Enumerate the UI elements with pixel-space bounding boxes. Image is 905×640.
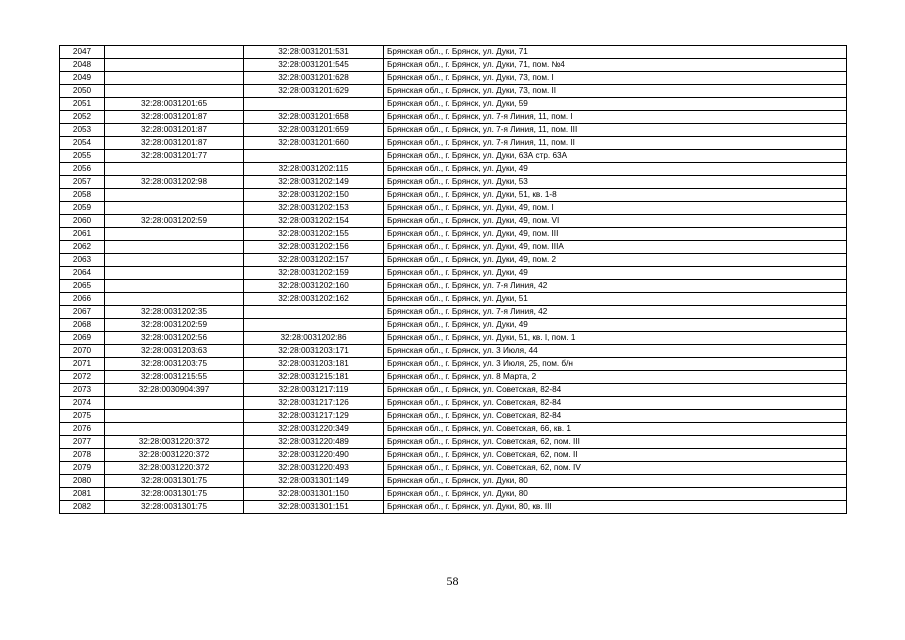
table-row	[60, 462, 847, 475]
address-cell: Брянская обл., г. Брянск, ул. Советская, 66, кв. 1	[384, 423, 847, 436]
table-row	[60, 293, 847, 306]
address-cell: Брянская обл., г. Брянск, ул. Советская, 62, пом. IV	[384, 462, 847, 475]
cadastral-object-cell: 32:28:0031220:493	[244, 462, 384, 475]
table-row	[60, 280, 847, 293]
table-row	[60, 397, 847, 410]
table-row	[60, 150, 847, 163]
cadastral-object-cell	[244, 98, 384, 111]
cadastral-object-cell: 32:28:0031203:181	[244, 358, 384, 371]
table-row	[60, 46, 847, 59]
cadastral-object-cell: 32:28:0031202:153	[244, 202, 384, 215]
row-number-cell: 2060	[60, 215, 105, 228]
row-number-cell: 2068	[60, 319, 105, 332]
row-number-cell: 2074	[60, 397, 105, 410]
table-row	[60, 501, 847, 514]
cadastral-parcel-cell: 32:28:0031220:372	[105, 462, 244, 475]
table-row	[60, 423, 847, 436]
address-cell: Брянская обл., г. Брянск, ул. Дуки, 49, пом. III	[384, 228, 847, 241]
address-cell: Брянская обл., г. Брянск, ул. Дуки, 49, пом. I	[384, 202, 847, 215]
cadastral-parcel-cell: 32:28:0031201:87	[105, 111, 244, 124]
address-cell: Брянская обл., г. Брянск, ул. 7-я Линия, 42	[384, 306, 847, 319]
cadastral-parcel-cell	[105, 202, 244, 215]
address-cell: Брянская обл., г. Брянск, ул. Дуки, 71, пом. №4	[384, 59, 847, 72]
cadastral-object-cell: 32:28:0031217:119	[244, 384, 384, 397]
address-cell: Брянская обл., г. Брянск, ул. Дуки, 80, кв. III	[384, 501, 847, 514]
cadastral-object-cell: 32:28:0031202:155	[244, 228, 384, 241]
address-cell: Брянская обл., г. Брянск, ул. Дуки, 53	[384, 176, 847, 189]
row-number-cell: 2061	[60, 228, 105, 241]
row-number-cell: 2058	[60, 189, 105, 202]
cadastral-parcel-cell	[105, 72, 244, 85]
cadastral-object-cell: 32:28:0031301:149	[244, 475, 384, 488]
row-number-cell: 2051	[60, 98, 105, 111]
table-row	[60, 319, 847, 332]
table-row	[60, 384, 847, 397]
cadastral-parcel-cell: 32:28:0031301:75	[105, 475, 244, 488]
cadastral-parcel-cell: 32:28:0031203:63	[105, 345, 244, 358]
cadastral-object-cell: 32:28:0031201:658	[244, 111, 384, 124]
row-number-cell: 2078	[60, 449, 105, 462]
row-number-cell: 2055	[60, 150, 105, 163]
cadastral-object-cell: 32:28:0031301:150	[244, 488, 384, 501]
address-cell: Брянская обл., г. Брянск, ул. Дуки, 73, пом. I	[384, 72, 847, 85]
row-number-cell: 2056	[60, 163, 105, 176]
address-cell: Брянская обл., г. Брянск, ул. Дуки, 51, кв. 1-8	[384, 189, 847, 202]
address-cell: Брянская обл., г. Брянск, ул. Дуки, 49, пом. VI	[384, 215, 847, 228]
cadastral-parcel-cell: 32:28:0031202:56	[105, 332, 244, 345]
cadastral-object-cell: 32:28:0031202:156	[244, 241, 384, 254]
table-row	[60, 345, 847, 358]
address-cell: Брянская обл., г. Брянск, ул. Дуки, 80	[384, 475, 847, 488]
cadastral-parcel-cell	[105, 85, 244, 98]
row-number-cell: 2063	[60, 254, 105, 267]
address-cell: Брянская обл., г. Брянск, ул. Дуки, 80	[384, 488, 847, 501]
address-cell: Брянская обл., г. Брянск, ул. 3 Июля, 44	[384, 345, 847, 358]
cadastral-parcel-cell: 32:28:0031202:59	[105, 215, 244, 228]
table-row	[60, 358, 847, 371]
address-cell: Брянская обл., г. Брянск, ул. Дуки, 49	[384, 267, 847, 280]
address-cell: Брянская обл., г. Брянск, ул. Советская, 82-84	[384, 397, 847, 410]
cadastral-object-cell: 32:28:0031202:86	[244, 332, 384, 345]
row-number-cell: 2082	[60, 501, 105, 514]
table-row	[60, 59, 847, 72]
cadastral-parcel-cell	[105, 254, 244, 267]
row-number-cell: 2077	[60, 436, 105, 449]
cadastral-object-cell: 32:28:0031201:545	[244, 59, 384, 72]
cadastral-parcel-cell: 32:28:0031201:65	[105, 98, 244, 111]
cadastral-parcel-cell: 32:28:0031301:75	[105, 488, 244, 501]
cadastral-parcel-cell: 32:28:0031202:35	[105, 306, 244, 319]
cadastral-parcel-cell: 32:28:0030904:397	[105, 384, 244, 397]
cadastral-object-cell: 32:28:0031202:150	[244, 189, 384, 202]
row-number-cell: 2072	[60, 371, 105, 384]
address-cell: Брянская обл., г. Брянск, ул. Дуки, 63А стр. 63А	[384, 150, 847, 163]
property-register-table	[59, 45, 847, 514]
address-cell: Брянская обл., г. Брянск, ул. Дуки, 49	[384, 163, 847, 176]
row-number-cell: 2062	[60, 241, 105, 254]
row-number-cell: 2059	[60, 202, 105, 215]
cadastral-object-cell: 32:28:0031201:531	[244, 46, 384, 59]
cadastral-parcel-cell: 32:28:0031203:75	[105, 358, 244, 371]
row-number-cell: 2075	[60, 410, 105, 423]
cadastral-parcel-cell	[105, 228, 244, 241]
cadastral-object-cell: 32:28:0031217:126	[244, 397, 384, 410]
cadastral-object-cell: 32:28:0031202:162	[244, 293, 384, 306]
table-row	[60, 124, 847, 137]
address-cell: Брянская обл., г. Брянск, ул. Дуки, 51	[384, 293, 847, 306]
row-number-cell: 2047	[60, 46, 105, 59]
address-cell: Брянская обл., г. Брянск, ул. Дуки, 49, пом. IIIА	[384, 241, 847, 254]
cadastral-parcel-cell	[105, 410, 244, 423]
cadastral-parcel-cell: 32:28:0031202:59	[105, 319, 244, 332]
cadastral-object-cell: 32:28:0031215:181	[244, 371, 384, 384]
address-cell: Брянская обл., г. Брянск, ул. 3 Июля, 25, пом. б/н	[384, 358, 847, 371]
row-number-cell: 2065	[60, 280, 105, 293]
address-cell: Брянская обл., г. Брянск, ул. 8 Марта, 2	[384, 371, 847, 384]
row-number-cell: 2079	[60, 462, 105, 475]
table-row	[60, 436, 847, 449]
table-row	[60, 202, 847, 215]
row-number-cell: 2066	[60, 293, 105, 306]
cadastral-object-cell	[244, 319, 384, 332]
row-number-cell: 2049	[60, 72, 105, 85]
table-row	[60, 306, 847, 319]
cadastral-parcel-cell	[105, 46, 244, 59]
table-row	[60, 241, 847, 254]
table-row	[60, 137, 847, 150]
cadastral-object-cell	[244, 306, 384, 319]
table-row	[60, 215, 847, 228]
cadastral-object-cell: 32:28:0031202:159	[244, 267, 384, 280]
table-body	[60, 46, 847, 514]
row-number-cell: 2053	[60, 124, 105, 137]
table-row	[60, 371, 847, 384]
cadastral-parcel-cell: 32:28:0031201:87	[105, 137, 244, 150]
cadastral-parcel-cell: 32:28:0031201:87	[105, 124, 244, 137]
row-number-cell: 2069	[60, 332, 105, 345]
cadastral-object-cell: 32:28:0031202:160	[244, 280, 384, 293]
row-number-cell: 2050	[60, 85, 105, 98]
row-number-cell: 2080	[60, 475, 105, 488]
cadastral-object-cell: 32:28:0031202:115	[244, 163, 384, 176]
address-cell: Брянская обл., г. Брянск, ул. 7-я Линия, 42	[384, 280, 847, 293]
cadastral-parcel-cell: 32:28:0031301:75	[105, 501, 244, 514]
table-row	[60, 85, 847, 98]
row-number-cell: 2073	[60, 384, 105, 397]
cadastral-parcel-cell	[105, 241, 244, 254]
cadastral-object-cell	[244, 150, 384, 163]
cadastral-object-cell: 32:28:0031220:490	[244, 449, 384, 462]
table-row	[60, 475, 847, 488]
table-row	[60, 267, 847, 280]
cadastral-object-cell: 32:28:0031202:157	[244, 254, 384, 267]
cadastral-object-cell: 32:28:0031217:129	[244, 410, 384, 423]
cadastral-object-cell: 32:28:0031202:154	[244, 215, 384, 228]
address-cell: Брянская обл., г. Брянск, ул. Дуки, 49	[384, 319, 847, 332]
cadastral-object-cell: 32:28:0031202:149	[244, 176, 384, 189]
address-cell: Брянская обл., г. Брянск, ул. Советская, 82-84	[384, 384, 847, 397]
cadastral-parcel-cell	[105, 59, 244, 72]
cadastral-parcel-cell	[105, 280, 244, 293]
address-cell: Брянская обл., г. Брянск, ул. Дуки, 51, кв. I, пом. 1	[384, 332, 847, 345]
table-row	[60, 189, 847, 202]
cadastral-object-cell: 32:28:0031220:489	[244, 436, 384, 449]
cadastral-parcel-cell	[105, 397, 244, 410]
table-row	[60, 410, 847, 423]
row-number-cell: 2052	[60, 111, 105, 124]
address-cell: Брянская обл., г. Брянск, ул. 7-я Линия, 11, пом. III	[384, 124, 847, 137]
address-cell: Брянская обл., г. Брянск, ул. 7-я Линия, 11, пом. I	[384, 111, 847, 124]
table-row	[60, 449, 847, 462]
cadastral-parcel-cell: 32:28:0031220:372	[105, 436, 244, 449]
row-number-cell: 2067	[60, 306, 105, 319]
table-row	[60, 111, 847, 124]
cadastral-parcel-cell: 32:28:0031215:55	[105, 371, 244, 384]
row-number-cell: 2081	[60, 488, 105, 501]
table-row	[60, 332, 847, 345]
row-number-cell: 2057	[60, 176, 105, 189]
row-number-cell: 2076	[60, 423, 105, 436]
table-row	[60, 72, 847, 85]
row-number-cell: 2070	[60, 345, 105, 358]
address-cell: Брянская обл., г. Брянск, ул. Дуки, 73, пом. II	[384, 85, 847, 98]
cadastral-parcel-cell: 32:28:0031220:372	[105, 449, 244, 462]
cadastral-parcel-cell	[105, 423, 244, 436]
cadastral-object-cell: 32:28:0031203:171	[244, 345, 384, 358]
cadastral-object-cell: 32:28:0031201:660	[244, 137, 384, 150]
address-cell: Брянская обл., г. Брянск, ул. Дуки, 49, пом. 2	[384, 254, 847, 267]
table-row	[60, 163, 847, 176]
cadastral-object-cell: 32:28:0031201:629	[244, 85, 384, 98]
address-cell: Брянская обл., г. Брянск, ул. Советская, 62, пом. II	[384, 449, 847, 462]
table-row	[60, 254, 847, 267]
cadastral-object-cell: 32:28:0031201:659	[244, 124, 384, 137]
page-number: 58	[446, 574, 459, 588]
address-cell: Брянская обл., г. Брянск, ул. Дуки, 59	[384, 98, 847, 111]
cadastral-object-cell: 32:28:0031301:151	[244, 501, 384, 514]
row-number-cell: 2071	[60, 358, 105, 371]
table-row	[60, 176, 847, 189]
cadastral-parcel-cell	[105, 163, 244, 176]
row-number-cell: 2048	[60, 59, 105, 72]
address-cell: Брянская обл., г. Брянск, ул. Советская, 62, пом. III	[384, 436, 847, 449]
address-cell: Брянская обл., г. Брянск, ул. Дуки, 71	[384, 46, 847, 59]
cadastral-parcel-cell	[105, 267, 244, 280]
table-row	[60, 228, 847, 241]
cadastral-parcel-cell: 32:28:0031201:77	[105, 150, 244, 163]
cadastral-parcel-cell	[105, 189, 244, 202]
cadastral-parcel-cell	[105, 293, 244, 306]
cadastral-object-cell: 32:28:0031201:628	[244, 72, 384, 85]
table-row	[60, 98, 847, 111]
cadastral-object-cell: 32:28:0031220:349	[244, 423, 384, 436]
address-cell: Брянская обл., г. Брянск, ул. Советская, 82-84	[384, 410, 847, 423]
cadastral-parcel-cell: 32:28:0031202:98	[105, 176, 244, 189]
address-cell: Брянская обл., г. Брянск, ул. 7-я Линия, 11, пом. II	[384, 137, 847, 150]
row-number-cell: 2054	[60, 137, 105, 150]
row-number-cell: 2064	[60, 267, 105, 280]
table-row	[60, 488, 847, 501]
